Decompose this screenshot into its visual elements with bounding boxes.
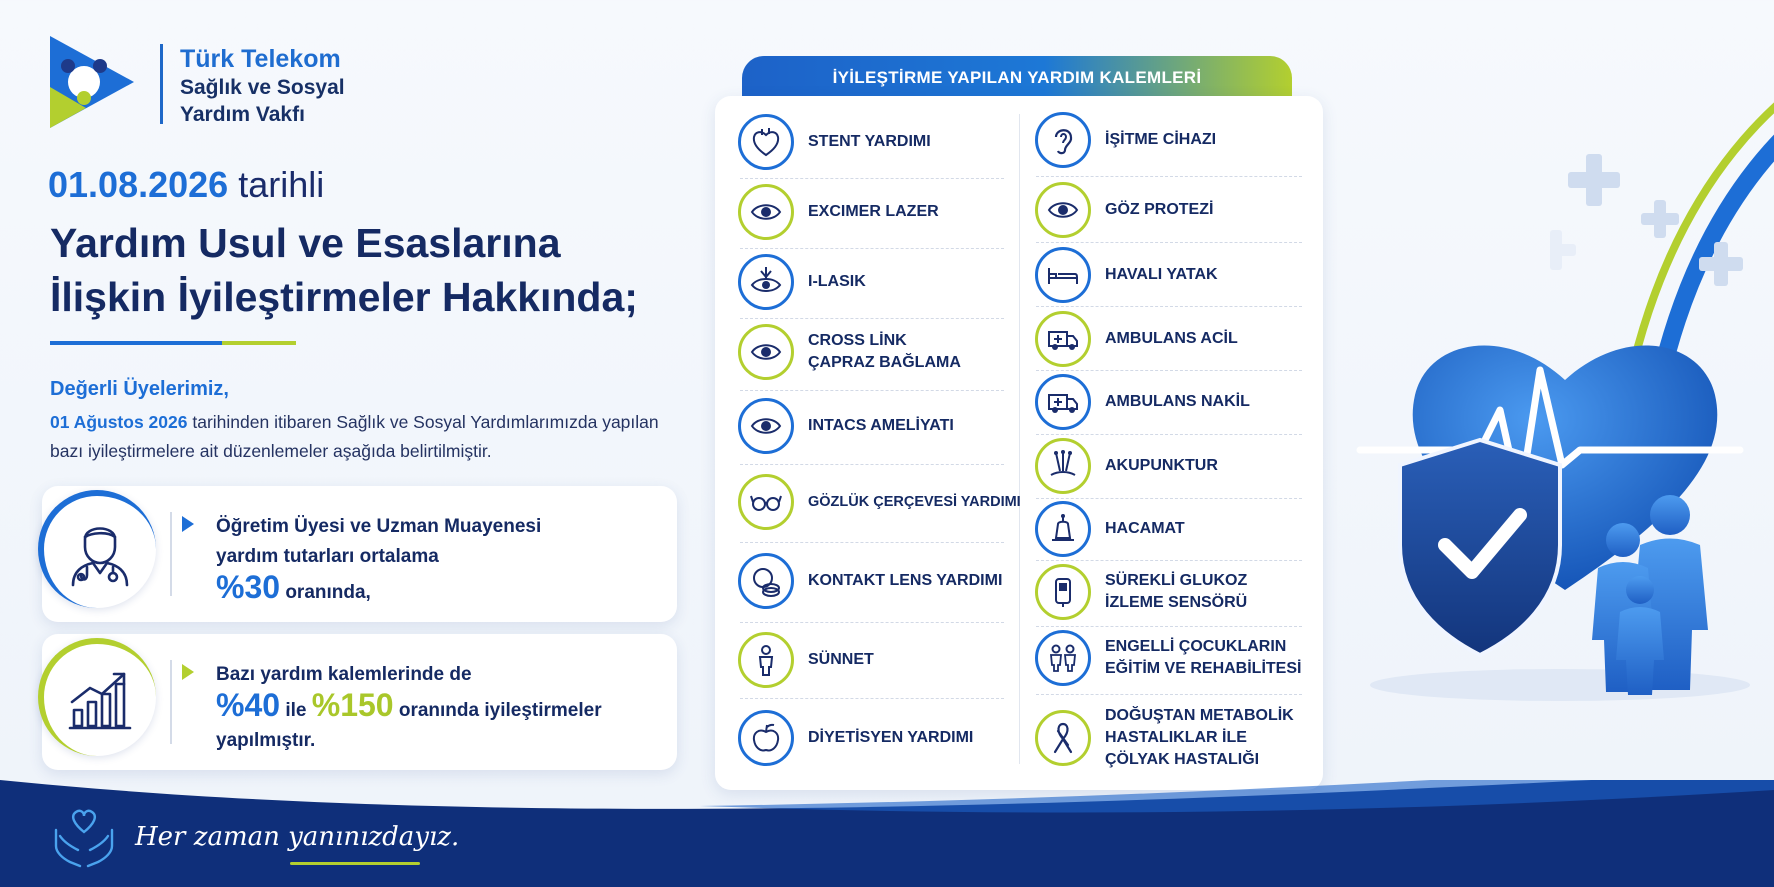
item-divider [1036, 306, 1302, 307]
item-divider [1036, 560, 1302, 561]
doctor-icon [67, 517, 133, 587]
aid-item-ilasik [738, 254, 866, 310]
card-exam-line-1: Öğretim Üyesi ve Uzman Muayenesi [216, 516, 542, 537]
brand-line-1: Türk Telekom [180, 45, 341, 73]
announcement-date [48, 163, 324, 207]
bullet-arrow-icon [182, 516, 194, 532]
aid-item-label [1105, 636, 1301, 680]
aid-item-acupuncture [1035, 438, 1218, 494]
title-line-1: Yardım Usul ve Esaslarına [50, 220, 561, 266]
item-divider [740, 248, 1004, 249]
intro-date: 01 Ağustos 2026 [50, 412, 188, 432]
aid-item-ambulance-emergency [1035, 311, 1238, 367]
date-suffix: tarihli [238, 164, 325, 205]
card-exam-line-2: yardım tutarları ortalama [216, 546, 439, 567]
item-divider [740, 318, 1004, 319]
card-improvements-text [216, 660, 656, 756]
aid-item-label [808, 330, 961, 374]
item-divider [740, 464, 1004, 465]
item-divider [740, 542, 1004, 543]
children-icon [1046, 641, 1080, 675]
tt-foundation-logo [46, 32, 138, 132]
item-divider [1036, 434, 1302, 435]
item-divider [1036, 626, 1302, 627]
info-card-exam [42, 486, 677, 622]
item-divider [1036, 242, 1302, 243]
eye-icon [749, 335, 783, 369]
greeting: Değerli Üyelerimiz, [50, 378, 229, 400]
improvement-suffix: oranında iyileştirmeler [398, 700, 602, 721]
apple-icon [749, 721, 783, 755]
aid-item-label-line-2: İZLEME SENSÖRÜ [1105, 594, 1248, 611]
caring-hands-heart-icon [52, 806, 116, 868]
aid-item-label: I-LASIK [808, 273, 866, 290]
aid-item-glucose-sensor [1035, 564, 1247, 620]
aid-item-label: AKUPUNKTUR [1105, 457, 1218, 474]
aid-item-label: GÖZLÜK ÇERÇEVESİ YARDIMI [808, 494, 1021, 510]
item-divider [740, 622, 1004, 623]
aid-item-eye-prosthesis [1035, 182, 1213, 238]
aid-item-label-line-2: ÇAPRAZ BAĞLAMA [808, 354, 961, 371]
ribbon-icon [1046, 721, 1080, 755]
aid-item-contact-lens [738, 553, 1002, 609]
aid-item-label: DİYETİSYEN YARDIMI [808, 729, 974, 746]
card-improvements-line-3: yapılmıştır. [216, 730, 316, 751]
brand-line-2: Sağlık ve Sosyal [180, 76, 345, 99]
aid-item-label [1105, 705, 1294, 771]
aid-item-ambulance-transfer [1035, 374, 1250, 430]
improvement-max-percentage: %150 [311, 687, 394, 723]
footer-slogan: Her zaman yanınızdayız. [135, 822, 460, 852]
card-exam-text [216, 512, 656, 608]
aid-item-label-line-2: HASTALIKLAR İLE [1105, 729, 1247, 746]
card-separator [170, 512, 172, 596]
aid-item-label: AMBULANS NAKİL [1105, 393, 1250, 410]
item-divider [1036, 694, 1302, 695]
item-divider [1036, 498, 1302, 499]
bed-icon [1046, 258, 1080, 292]
aid-item-label: HACAMAT [1105, 520, 1185, 537]
item-divider [740, 698, 1004, 699]
aid-item-label-line-3: ÇÖLYAK HASTALIĞI [1105, 751, 1260, 768]
aid-item-label [1105, 570, 1247, 614]
aid-item-intacs [738, 398, 954, 454]
child-icon [749, 643, 783, 677]
aid-item-circumcision [738, 632, 874, 688]
panel-title: İYİLEŞTİRME YAPILAN YARDIM KALEMLERİ [832, 68, 1202, 87]
eye-icon [1046, 193, 1080, 227]
aid-item-label-line-1: SÜREKLİ GLUKOZ [1105, 572, 1248, 589]
item-divider [1036, 176, 1302, 177]
date-value: 01.08.2026 [48, 164, 229, 205]
aid-item-glasses [738, 474, 1021, 530]
title-underline [50, 341, 296, 345]
brand-name [180, 44, 345, 128]
aid-item-metabolic-celiac [1035, 705, 1294, 771]
ambulance-icon [1046, 385, 1080, 419]
exam-percentage-suffix: oranında, [285, 582, 371, 603]
bullet-arrow-icon [182, 664, 194, 680]
item-divider [740, 390, 1004, 391]
eye-icon [749, 195, 783, 229]
page-title [50, 216, 690, 324]
eye-laser-icon [749, 265, 783, 299]
acupuncture-icon [1046, 449, 1080, 483]
aid-item-cupping [1035, 501, 1185, 557]
item-divider [740, 178, 1004, 179]
footer-slogan-underline [290, 862, 420, 865]
aid-item-label: STENT YARDIMI [808, 133, 931, 150]
medical-crosses-decoration [1550, 150, 1760, 290]
eye-icon [749, 409, 783, 443]
aid-item-label-line-1: CROSS LİNK [808, 332, 907, 349]
card-exam-line-3 [216, 569, 656, 608]
growth-chart-icon [68, 670, 132, 730]
exam-percentage: %30 [216, 569, 281, 605]
heart-shield-family-illustration [1340, 300, 1760, 720]
ear-icon [1046, 123, 1080, 157]
cupping-icon [1046, 512, 1080, 546]
intro-text [50, 408, 680, 466]
card-separator [170, 660, 172, 744]
brand-line-3: Yardım Vakfı [180, 103, 305, 126]
aid-item-label-line-2: EĞİTİM VE REHABİLİTESİ [1105, 660, 1302, 677]
panel-divider [1019, 114, 1020, 764]
aid-item-disabled-children [1035, 630, 1301, 686]
aid-item-label: SÜNNET [808, 651, 874, 668]
contact-lens-icon [749, 564, 783, 598]
aid-item-label-line-1: DOĞUŞTAN METABOLİK [1105, 707, 1294, 724]
aid-item-hearing-aid [1035, 112, 1216, 168]
card-improvements-line-2 [216, 687, 656, 726]
aid-item-label: İŞİTME CİHAZI [1105, 131, 1217, 148]
doctor-icon-circle [38, 490, 156, 608]
aid-item-dietitian [738, 710, 973, 766]
panel-header [742, 56, 1292, 100]
item-divider [1036, 370, 1302, 371]
info-card-improvements [42, 634, 677, 770]
aid-item-cross-link [738, 324, 961, 380]
improvement-min-percentage: %40 [216, 687, 281, 723]
chart-icon-circle [38, 638, 156, 756]
aid-item-stent [738, 114, 931, 170]
title-line-2: İlişkin İyileştirmeler Hakkında; [50, 274, 638, 320]
heart-organ-icon [749, 125, 783, 159]
improvement-connector: ile [285, 700, 307, 721]
glasses-icon [749, 485, 783, 519]
aid-item-excimer [738, 184, 939, 240]
glucose-sensor-icon [1046, 575, 1080, 609]
aid-item-label: EXCIMER LAZER [808, 203, 939, 220]
aid-item-label: KONTAKT LENS YARDIMI [808, 572, 1003, 589]
aid-item-air-bed [1035, 247, 1218, 303]
intro-body: tarihinden itibaren Sağlık ve Sosyal Yardımlarımızda yapılan bazı iyileştirmelere ait düzenlemeler aşağıda belirtilmiştir. [50, 412, 659, 461]
aid-item-label: GÖZ PROTEZİ [1105, 201, 1214, 218]
logo-separator [160, 44, 163, 124]
aid-item-label: HAVALI YATAK [1105, 266, 1218, 283]
aid-item-label: INTACS AMELİYATI [808, 417, 954, 434]
aid-item-label-line-1: ENGELLİ ÇOCUKLARIN [1105, 638, 1287, 655]
aid-item-label: AMBULANS ACİL [1105, 330, 1238, 347]
card-improvements-line-1: Bazı yardım kalemlerinde de [216, 664, 472, 685]
ambulance-icon [1046, 322, 1080, 356]
